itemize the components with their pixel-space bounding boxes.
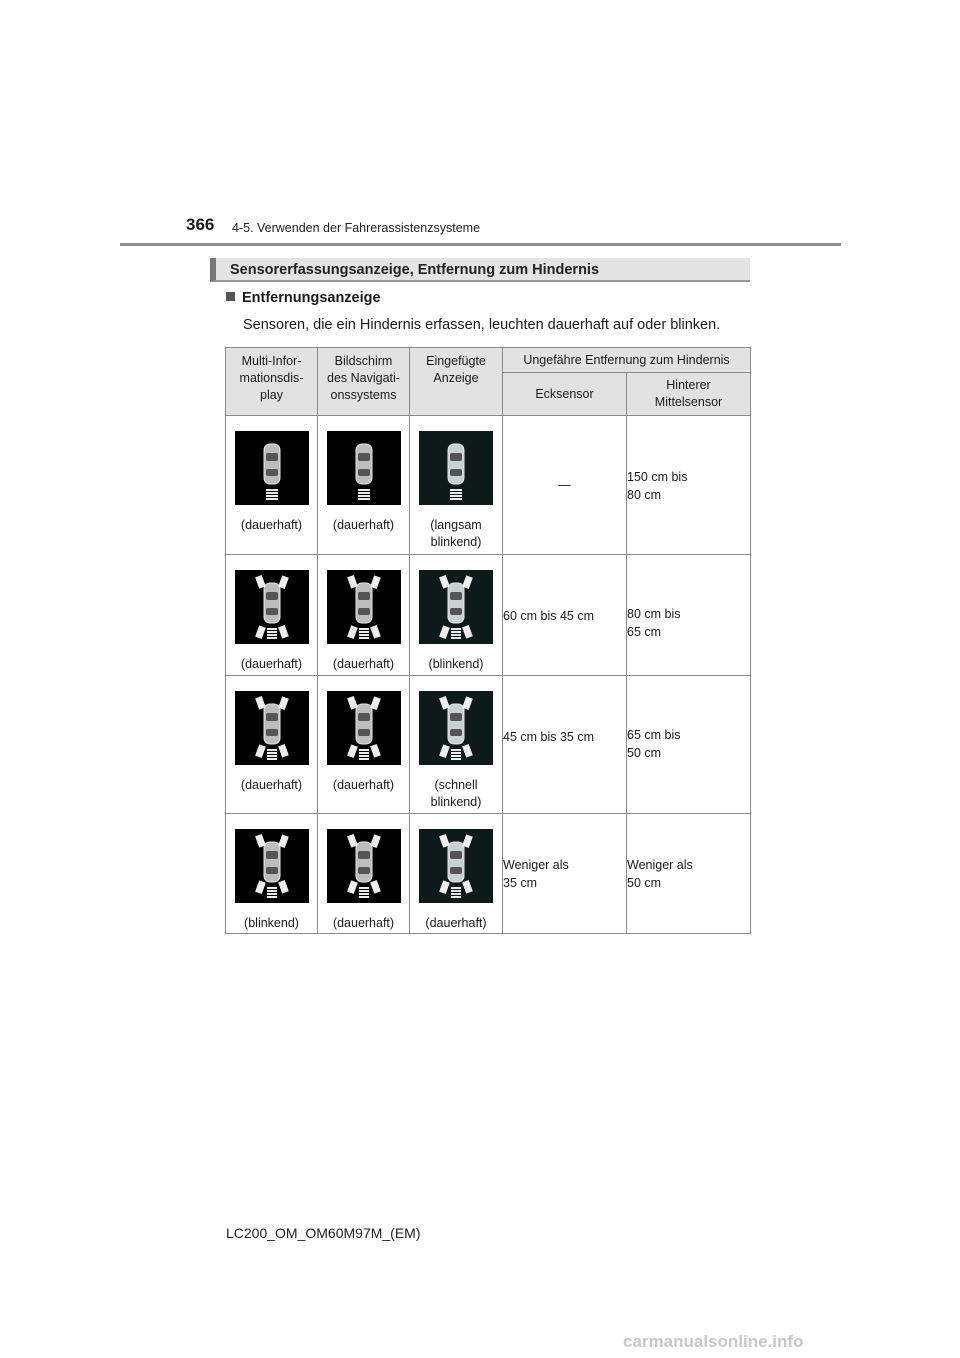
display-cell-multi	[226, 416, 318, 555]
display-image	[419, 570, 493, 644]
display-caption: (dauerhaft)	[332, 916, 395, 930]
display-caption: (dauerhaft)	[332, 778, 395, 792]
display-cell-inset	[410, 416, 503, 555]
display-caption: (blinkend)	[428, 657, 484, 671]
rear-center-sensor-distance: 150 cm bis 80 cm	[627, 416, 751, 555]
display-image	[327, 691, 401, 765]
corner-sensor-distance: Weniger als 35 cm	[503, 814, 627, 934]
display-image	[419, 829, 493, 903]
display-cell-multi	[226, 676, 318, 814]
display-cell-navi	[318, 555, 410, 676]
display-cell-multi	[226, 814, 318, 934]
car-top-view-icon	[327, 691, 401, 765]
display-cell-multi	[226, 555, 318, 676]
display-image	[419, 431, 493, 505]
display-caption: (dauerhaft)	[425, 916, 487, 930]
table-row	[226, 814, 751, 934]
subsection-title: Entfernungsanzeige	[242, 290, 381, 306]
section-bar	[210, 258, 750, 282]
header-distance-group: Ungefähre Entfernung zum Hindernis	[503, 348, 751, 373]
display-image	[327, 829, 401, 903]
table-row	[226, 676, 751, 814]
corner-sensor-distance: 45 cm bis 35 cm	[503, 676, 627, 814]
display-caption: (dauerhaft)	[332, 518, 395, 532]
watermark: carmanualsonline.info	[623, 1332, 804, 1351]
car-top-view-icon	[327, 570, 401, 644]
car-top-view-icon	[235, 431, 309, 505]
header-navi-screen: Bildschirm des Navigati- onssystems	[318, 348, 410, 416]
rear-center-sensor-distance: 80 cm bis 65 cm	[627, 555, 751, 676]
car-top-view-icon	[419, 570, 493, 644]
display-caption: (dauerhaft)	[332, 657, 395, 671]
display-cell-navi	[318, 676, 410, 814]
display-caption: (blinkend)	[244, 916, 299, 930]
footer-code: LC200_OM_OM60M97M_(EM)	[226, 1225, 421, 1241]
header-rule	[120, 243, 841, 246]
car-top-view-icon	[327, 829, 401, 903]
car-top-view-icon	[419, 431, 493, 505]
display-caption: (dauerhaft)	[240, 518, 303, 532]
display-image	[419, 691, 493, 765]
display-cell-inset	[410, 555, 503, 676]
header-inset-display: Eingefügte Anzeige	[410, 348, 503, 416]
display-image	[235, 829, 309, 903]
car-top-view-icon	[327, 431, 401, 505]
lead-text: Sensoren, die ein Hindernis erfassen, leuchten dauerhaft auf oder blinken.	[243, 317, 721, 333]
display-caption: (dauerhaft)	[240, 657, 303, 671]
car-top-view-icon	[419, 691, 493, 765]
distance-table	[225, 347, 751, 934]
display-image	[235, 570, 309, 644]
display-cell-inset	[410, 814, 503, 934]
display-image	[327, 431, 401, 505]
header-rear-center-sensor: Hinterer Mittelsensor	[627, 373, 751, 416]
display-cell-navi	[318, 416, 410, 555]
header-corner-sensor: Ecksensor	[503, 373, 627, 416]
display-cell-navi	[318, 814, 410, 934]
square-bullet-icon	[226, 292, 235, 301]
table-row	[226, 416, 751, 555]
rear-center-sensor-distance: 65 cm bis 50 cm	[627, 676, 751, 814]
car-top-view-icon	[419, 829, 493, 903]
display-caption: (dauerhaft)	[240, 778, 303, 792]
display-image	[235, 431, 309, 505]
corner-sensor-distance: 60 cm bis 45 cm	[503, 555, 627, 676]
display-image	[235, 691, 309, 765]
subsection-heading	[226, 290, 381, 306]
car-top-view-icon	[235, 570, 309, 644]
section-title: Sensorerfassungsanzeige, Entfernung zum Hindernis	[230, 262, 600, 278]
car-top-view-icon	[235, 829, 309, 903]
header-multi-info: Multi-Infor- mationsdis- play	[226, 348, 318, 416]
chapter-title: 4-5. Verwenden der Fahrerassistenzsysteme	[232, 221, 481, 235]
page-number: 366	[186, 215, 215, 234]
display-caption: (schnell blinkend)	[430, 778, 482, 809]
corner-sensor-distance: —	[503, 416, 627, 555]
display-caption: (langsam blinkend)	[430, 518, 482, 549]
car-top-view-icon	[235, 691, 309, 765]
table-row	[226, 555, 751, 676]
rear-center-sensor-distance: Weniger als 50 cm	[627, 814, 751, 934]
display-cell-inset	[410, 676, 503, 814]
display-image	[327, 570, 401, 644]
